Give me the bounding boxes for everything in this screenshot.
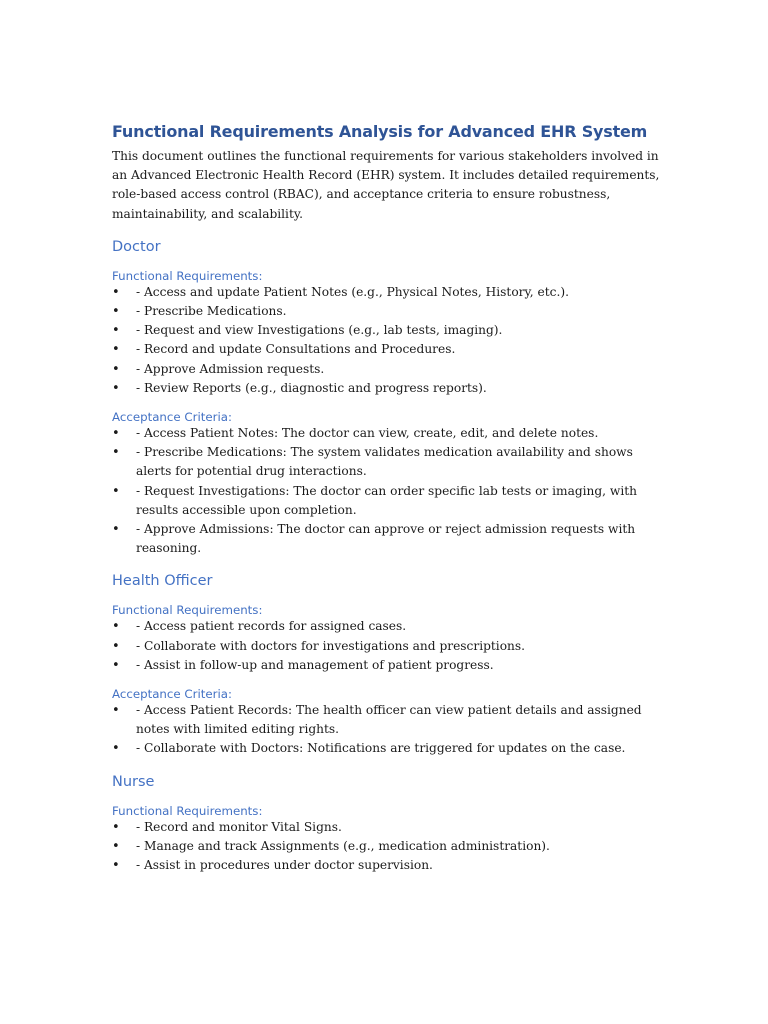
list-item [112, 340, 660, 359]
bullet-icon: • [112, 703, 120, 719]
bullet-icon: • [112, 657, 120, 673]
list-item [112, 656, 660, 675]
list-item-text: - Request and view Investigations (e.g., lab tests, imaging). [136, 323, 503, 338]
bullet-icon: • [112, 522, 120, 538]
list-item [112, 424, 660, 443]
list-item-text: - Record and monitor Vital Signs. [136, 819, 342, 834]
bullet-icon: • [112, 426, 120, 442]
list-item [112, 739, 660, 758]
list-item [112, 818, 660, 837]
acceptance-criteria-heading: Acceptance Criteria: [112, 410, 232, 425]
list-item [112, 701, 660, 739]
section-heading: Health Officer [112, 573, 213, 590]
section-doctor [112, 239, 660, 559]
list-item-text: - Assist in procedures under doctor supervision. [136, 858, 433, 873]
bullet-icon: • [112, 304, 120, 320]
list-item-text: - Approve Admission requests. [136, 361, 325, 376]
list-item-text: - Prescribe Medications: The system validates medication availability and shows alerts for potential drug interactions. [136, 445, 633, 479]
functional-requirements-heading: Functional Requirements: [112, 603, 263, 618]
bullet-icon: • [112, 838, 120, 854]
functional-requirements-list [112, 617, 660, 675]
list-item [112, 520, 660, 558]
list-item-text: - Collaborate with Doctors: Notifications are triggered for updates on the case. [136, 741, 626, 756]
list-item-text: - Access patient records for assigned cases. [136, 619, 407, 634]
list-item-text: - Review Reports (e.g., diagnostic and progress reports). [136, 380, 487, 395]
list-item-text: - Assist in follow-up and management of patient progress. [136, 657, 494, 672]
list-item [112, 443, 660, 481]
list-item-text: - Prescribe Medications. [136, 304, 287, 319]
list-item-text: - Access Patient Notes: The doctor can view, create, edit, and delete notes. [136, 426, 599, 441]
list-item [112, 360, 660, 379]
bullet-icon: • [112, 741, 120, 757]
functional-requirements-list [112, 283, 660, 398]
functional-requirements-list [112, 818, 660, 876]
list-item [112, 482, 660, 520]
list-item-text: - Request Investigations: The doctor can order specific lab tests or imaging, with results accessible upon completion. [136, 483, 638, 517]
list-item [112, 617, 660, 636]
list-item [112, 856, 660, 875]
list-item [112, 302, 660, 321]
bullet-icon: • [112, 619, 120, 635]
functional-requirements-heading: Functional Requirements: [112, 803, 263, 818]
section-heading: Doctor [112, 238, 161, 255]
section-nurse [112, 774, 660, 876]
list-item [112, 321, 660, 340]
section-heading: Nurse [112, 773, 155, 790]
acceptance-criteria-heading: Acceptance Criteria: [112, 687, 232, 702]
document-title: Functional Requirements Analysis for Advanced EHR System [112, 122, 648, 141]
section-health-officer [112, 573, 660, 758]
list-item [112, 637, 660, 656]
acceptance-criteria-list [112, 424, 660, 558]
list-item-text: - Record and update Consultations and Procedures. [136, 342, 456, 357]
bullet-icon: • [112, 819, 120, 835]
bullet-icon: • [112, 483, 120, 499]
list-item-text: - Access and update Patient Notes (e.g., Physical Notes, History, etc.). [136, 284, 569, 299]
list-item [112, 379, 660, 398]
bullet-icon: • [112, 361, 120, 377]
document-page [112, 122, 660, 887]
bullet-icon: • [112, 284, 120, 300]
bullet-icon: • [112, 323, 120, 339]
list-item [112, 283, 660, 302]
bullet-icon: • [112, 380, 120, 396]
acceptance-criteria-list [112, 701, 660, 759]
functional-requirements-heading: Functional Requirements: [112, 268, 263, 283]
intro-paragraph: This document outlines the functional requirements for various stakeholders involved in an Advanced Electronic Health Record (EHR) system. It includes detailed requirements, role-based access control (RBAC), and acceptance criteria to ensure robustness, maintainability, and scalability. [112, 149, 660, 221]
list-item [112, 837, 660, 856]
bullet-icon: • [112, 445, 120, 461]
list-item-text: - Manage and track Assignments (e.g., medication administration). [136, 838, 550, 853]
bullet-icon: • [112, 638, 120, 654]
list-item-text: - Approve Admissions: The doctor can approve or reject admission requests with reasoning. [136, 522, 636, 556]
sections-container [112, 239, 660, 875]
list-item-text: - Access Patient Records: The health officer can view patient details and assigned notes with limited editing rights. [136, 703, 642, 737]
list-item-text: - Collaborate with doctors for investigations and prescriptions. [136, 638, 526, 653]
bullet-icon: • [112, 858, 120, 874]
bullet-icon: • [112, 342, 120, 358]
